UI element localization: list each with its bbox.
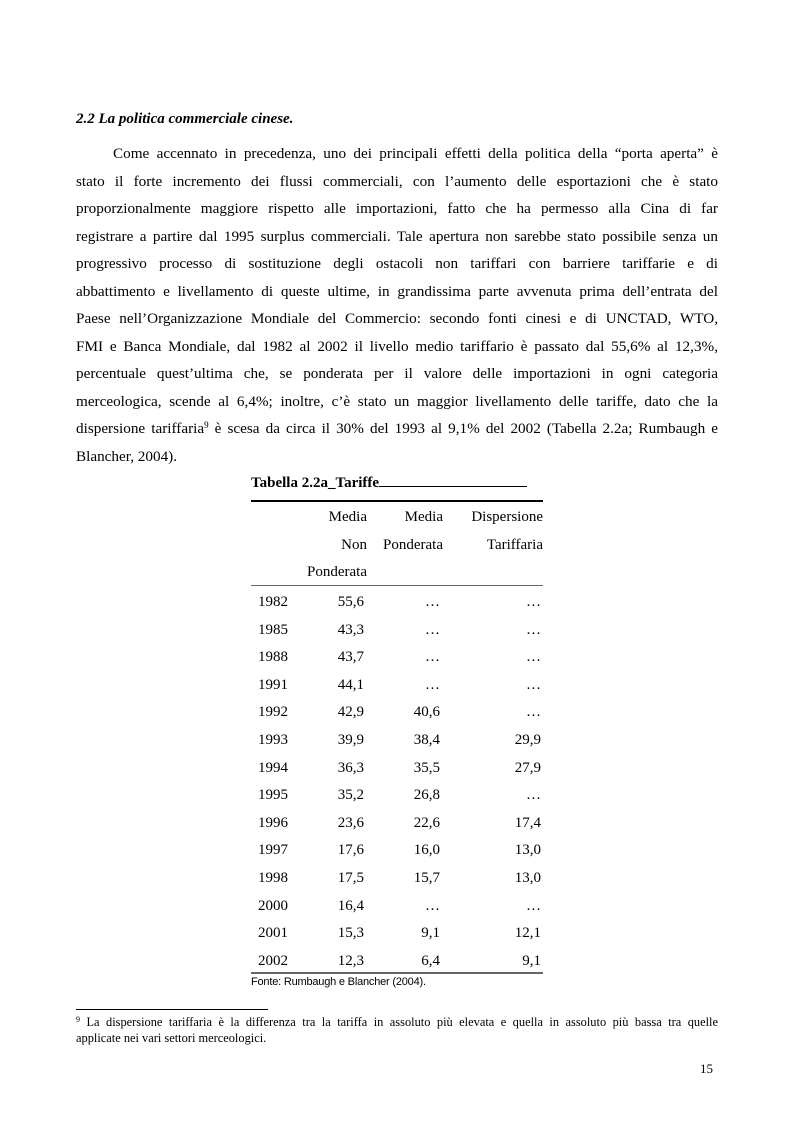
cell-dispersione: … bbox=[526, 787, 541, 804]
cell-media-ponderata: … bbox=[425, 897, 440, 914]
cell-media-ponderata: 40,6 bbox=[413, 704, 440, 721]
paragraph-line: percentuale quest’ultima che, se ponderata per il valore delle importazioni in ogni categoria bbox=[76, 365, 718, 382]
cell-year: 1995 bbox=[258, 787, 288, 804]
table-row bbox=[251, 699, 543, 727]
cell-media-ponderata: 16,0 bbox=[413, 842, 440, 859]
cell-media-ponderata: 15,7 bbox=[413, 869, 440, 886]
table-row bbox=[251, 920, 543, 948]
table-row bbox=[251, 837, 543, 865]
cell-media-ponderata: 22,6 bbox=[413, 814, 440, 831]
paragraph-line: Blancher, 2004). bbox=[76, 447, 178, 465]
line-text: dispersione tariffaria bbox=[76, 420, 205, 437]
cell-media-ponderata: … bbox=[425, 676, 440, 693]
cell-dispersione: 17,4 bbox=[514, 814, 541, 831]
footnote-text: La dispersione tariffaria è la differenza tra la tariffa in assoluto più elevata e quella in assoluto più bassa tra quelle bbox=[80, 1015, 718, 1029]
paragraph-line: proporzionalmente maggiore rispetto alle importazioni, fatto che ha permesso alla Cina di far bbox=[76, 200, 718, 217]
line-text: è scesa da circa il 30% del 1993 al 9,1% del 2002 (Tabella 2.2a; Rumbaugh e bbox=[208, 420, 718, 437]
cell-dispersione: 29,9 bbox=[514, 731, 541, 748]
cell-media-ponderata: 26,8 bbox=[413, 787, 440, 804]
cell-dispersione: … bbox=[526, 676, 541, 693]
cell-media-non-ponderata: 23,6 bbox=[337, 814, 364, 831]
table-header-row bbox=[251, 500, 543, 589]
body-paragraph bbox=[76, 140, 718, 470]
cell-media-non-ponderata: 44,1 bbox=[337, 676, 364, 693]
cell-media-non-ponderata: 55,6 bbox=[337, 594, 364, 610]
table-row bbox=[251, 948, 543, 976]
paragraph-line: Come accennato in precedenza, uno dei principali effetti della politica della “porta aperta” è bbox=[113, 145, 718, 162]
cell-year: 2002 bbox=[258, 952, 288, 969]
header-line: Ponderata bbox=[307, 564, 367, 580]
cell-year: 1992 bbox=[258, 704, 288, 721]
paragraph-line: abbattimento e livellamento di queste ultime, in grandissima parte avvenuta prima dell’entrata del bbox=[76, 282, 718, 300]
cell-dispersione: … bbox=[526, 704, 541, 721]
table-row bbox=[251, 782, 543, 810]
table-row bbox=[251, 644, 543, 672]
footnote-line: applicate nei vari settori merceologici. bbox=[76, 1030, 267, 1045]
cell-dispersione: … bbox=[526, 649, 541, 666]
table-caption bbox=[251, 472, 527, 492]
cell-media-ponderata: 35,5 bbox=[413, 759, 440, 776]
paragraph-line: Paese nell’Organizzazione Mondiale del Commercio: secondo fonti cinesi e di UNCTAD, WTO, bbox=[76, 310, 718, 327]
cell-media-non-ponderata: 17,5 bbox=[337, 869, 364, 886]
cell-media-non-ponderata: 39,9 bbox=[337, 731, 364, 748]
section-heading: 2.2 La politica commerciale cinese. bbox=[76, 111, 294, 127]
footnote bbox=[76, 1015, 718, 1046]
cell-year: 1997 bbox=[258, 842, 288, 859]
table-source: Fonte: Rumbaugh e Blancher (2004). bbox=[251, 976, 426, 988]
cell-media-ponderata: … bbox=[425, 649, 440, 666]
cell-dispersione: … bbox=[526, 621, 541, 638]
cell-year: 1991 bbox=[258, 676, 288, 693]
header-dispersione-tariffaria bbox=[443, 500, 543, 589]
cell-media-ponderata: … bbox=[425, 594, 440, 610]
cell-media-ponderata: 6,4 bbox=[421, 952, 440, 969]
cell-year: 1998 bbox=[258, 869, 288, 886]
table-caption-text: Tabella 2.2a_Tariffe bbox=[251, 475, 380, 491]
cell-dispersione: 12,1 bbox=[514, 925, 541, 942]
header-line: Tariffaria bbox=[486, 536, 543, 553]
paragraph-line: merceologica, scende al 6,4%; inoltre, c’è stato un maggior livellamento delle tariffe, dato che la bbox=[76, 392, 718, 410]
cell-dispersione: 13,0 bbox=[514, 842, 541, 859]
footnote-rule bbox=[76, 1009, 268, 1010]
table-row bbox=[251, 617, 543, 645]
cell-year: 1982 bbox=[258, 594, 288, 610]
cell-media-ponderata: 9,1 bbox=[421, 925, 440, 942]
table-row bbox=[251, 893, 543, 921]
table-row bbox=[251, 865, 543, 893]
cell-media-non-ponderata: 42,9 bbox=[337, 704, 364, 721]
table-row bbox=[251, 727, 543, 755]
table-row bbox=[251, 672, 543, 700]
caption-underline bbox=[379, 472, 527, 487]
paragraph-line: FMI e Banca Mondiale, dal 1982 al 2002 il livello medio tariffario è passato dal 55,6% al 12,3%, bbox=[76, 337, 718, 355]
header-media-non-ponderata bbox=[299, 500, 367, 589]
cell-media-non-ponderata: 35,2 bbox=[337, 787, 364, 804]
header-line: Ponderata bbox=[383, 536, 443, 553]
paragraph-line bbox=[76, 415, 718, 443]
cell-year: 1985 bbox=[258, 621, 288, 638]
paragraph-line: progressivo processo di sostituzione degli ostacoli non tariffari con barriere tariffarie e di bbox=[76, 255, 718, 272]
cell-media-non-ponderata: 36,3 bbox=[337, 759, 364, 776]
footnote-line bbox=[76, 1015, 718, 1031]
cell-media-non-ponderata: 12,3 bbox=[337, 952, 364, 969]
cell-dispersione: … bbox=[526, 897, 541, 914]
header-line: Non bbox=[341, 536, 367, 553]
header-year bbox=[251, 500, 299, 589]
cell-media-non-ponderata: 43,7 bbox=[337, 649, 364, 666]
cell-media-ponderata: 38,4 bbox=[413, 731, 440, 748]
table-row bbox=[251, 589, 543, 617]
footnote-number: 9 bbox=[76, 1015, 80, 1024]
cell-media-ponderata: … bbox=[425, 621, 440, 638]
cell-media-non-ponderata: 17,6 bbox=[337, 842, 364, 859]
header-line: Media bbox=[328, 509, 367, 525]
cell-dispersione: … bbox=[526, 594, 541, 610]
footnote-ref[interactable]: 9 bbox=[204, 420, 209, 430]
paragraph-line: registrare a partire dal 1995 surplus commerciali. Tale apertura non sarebbe stato possibile senza un bbox=[76, 227, 718, 245]
cell-media-non-ponderata: 15,3 bbox=[337, 925, 364, 942]
header-media-ponderata bbox=[367, 500, 443, 589]
tariff-table bbox=[251, 500, 543, 975]
header-line: Dispersione bbox=[471, 509, 543, 525]
cell-dispersione: 27,9 bbox=[514, 759, 541, 776]
cell-year: 1994 bbox=[258, 759, 288, 776]
page-number: 15 bbox=[700, 1061, 713, 1076]
paragraph-line: stato il forte incremento dei flussi commerciali, con l’aumento delle esportazioni che è stato bbox=[76, 172, 718, 190]
cell-dispersione: 9,1 bbox=[522, 952, 541, 969]
cell-year: 2001 bbox=[258, 925, 288, 942]
cell-media-non-ponderata: 43,3 bbox=[337, 621, 364, 638]
header-line: Media bbox=[404, 509, 443, 525]
cell-year: 1988 bbox=[258, 649, 288, 666]
cell-dispersione: 13,0 bbox=[514, 869, 541, 886]
cell-year: 1993 bbox=[258, 731, 288, 748]
cell-year: 2000 bbox=[258, 897, 288, 914]
table-row bbox=[251, 810, 543, 838]
table-row bbox=[251, 755, 543, 783]
cell-year: 1996 bbox=[258, 814, 288, 831]
cell-media-non-ponderata: 16,4 bbox=[337, 897, 364, 914]
